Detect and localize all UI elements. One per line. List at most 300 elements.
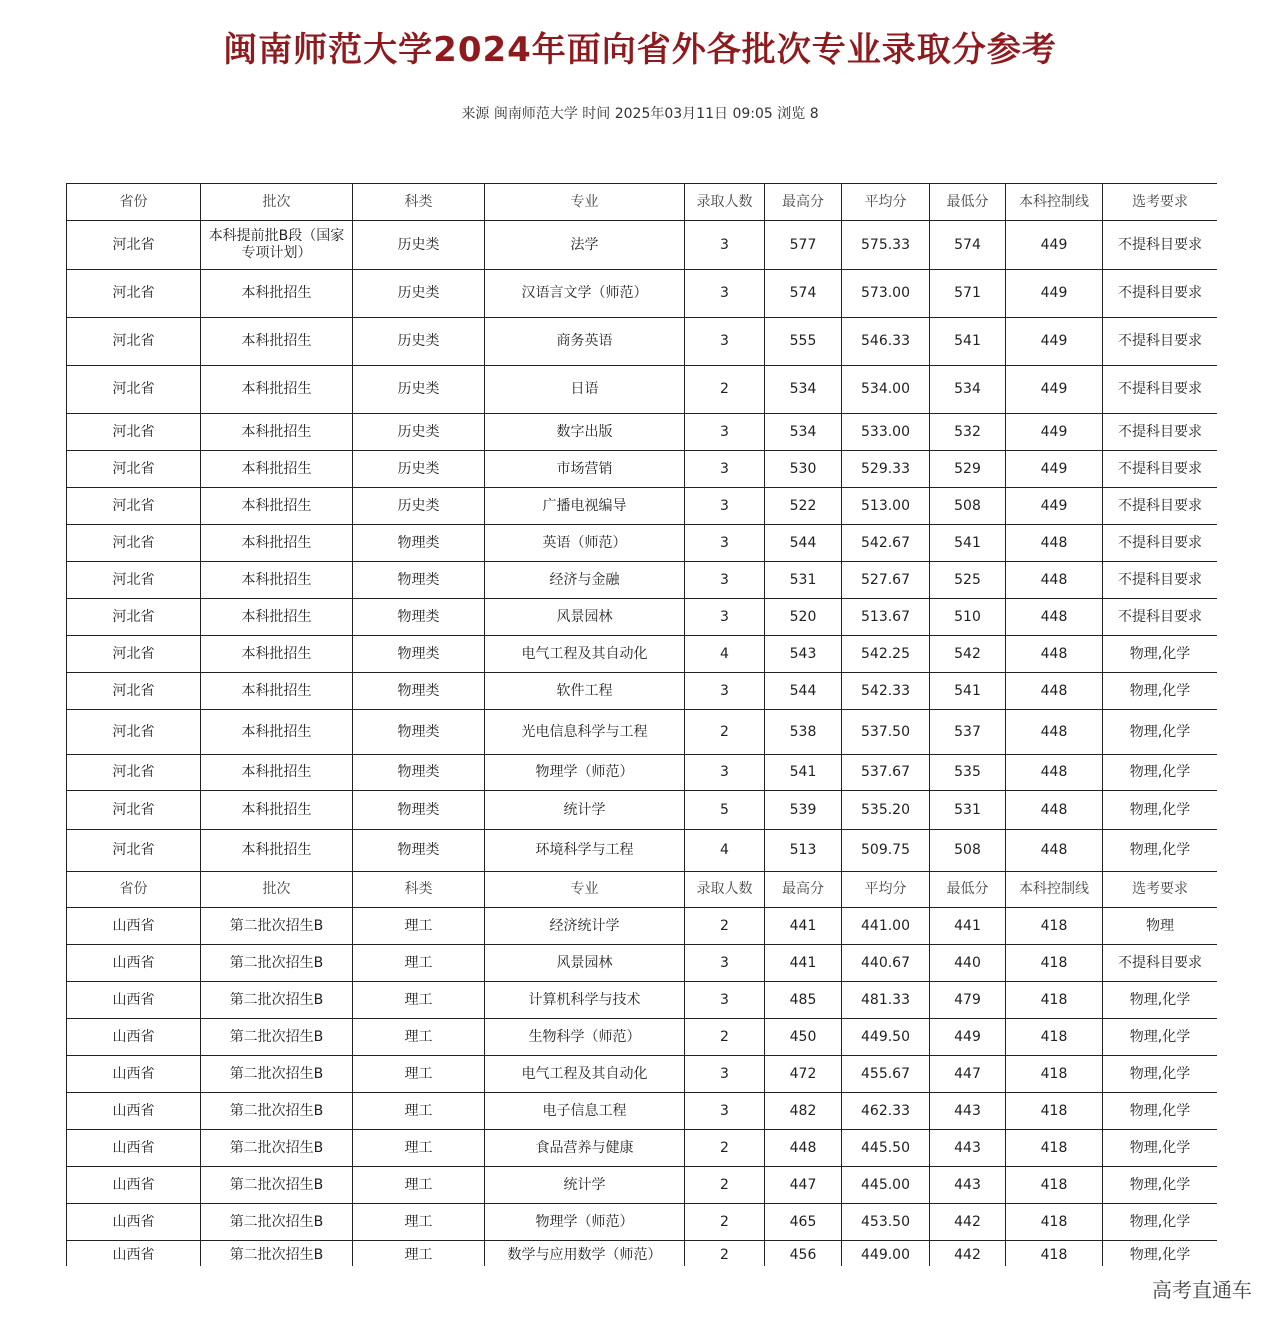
cell-category: 物理类 [353, 710, 485, 755]
cell-avg-score: 535.20 [842, 791, 930, 830]
cell-control-line: 449 [1006, 366, 1103, 414]
cell-avg-score: 534.00 [842, 366, 930, 414]
cell-subject-req: 不提科目要求 [1103, 945, 1218, 982]
cell-admitted: 3 [685, 755, 765, 791]
cell-admitted: 2 [685, 1204, 765, 1241]
cell-control-line: 418 [1006, 908, 1103, 945]
cell-admitted: 3 [685, 414, 765, 451]
cell-subject-req: 不提科目要求 [1103, 221, 1218, 270]
cell-major: 商务英语 [485, 318, 685, 366]
cell-avg-score: 440.67 [842, 945, 930, 982]
cell-avg-score: 537.67 [842, 755, 930, 791]
cell-category: 历史类 [353, 488, 485, 525]
cell-batch: 第二批次招生B [201, 908, 353, 945]
cell-min-score: 525 [930, 562, 1006, 599]
cell-category: 理工 [353, 908, 485, 945]
table-body [67, 184, 1218, 1267]
cell-province: 山西省 [67, 1167, 201, 1204]
cell-province: 山西省 [67, 1056, 201, 1093]
cell-subject-req: 物理,化学 [1103, 982, 1218, 1019]
cell-province: 河北省 [67, 562, 201, 599]
cell-max-score: 577 [765, 221, 842, 270]
table-row [67, 945, 1218, 982]
cell-major: 统计学 [485, 1167, 685, 1204]
cell-category: 物理类 [353, 673, 485, 710]
cell-batch: 第二批次招生B [201, 982, 353, 1019]
admission-score-table [66, 183, 1217, 1266]
cell-control-line: 448 [1006, 673, 1103, 710]
cell-max-score: 534 [765, 414, 842, 451]
cell-province: 河北省 [67, 451, 201, 488]
cell-major: 法学 [485, 221, 685, 270]
cell-batch: 本科批招生 [201, 318, 353, 366]
cell-max-score: 531 [765, 562, 842, 599]
cell-batch: 本科批招生 [201, 755, 353, 791]
cell-category: 历史类 [353, 318, 485, 366]
table-row [67, 221, 1218, 270]
header-category: 科类 [353, 184, 485, 221]
cell-province: 山西省 [67, 1093, 201, 1130]
cell-batch: 第二批次招生B [201, 1204, 353, 1241]
cell-min-score: 441 [930, 908, 1006, 945]
cell-subject-req: 不提科目要求 [1103, 562, 1218, 599]
cell-major: 光电信息科学与工程 [485, 710, 685, 755]
cell-admitted: 3 [685, 221, 765, 270]
cell-control-line: 449 [1006, 488, 1103, 525]
cell-province: 山西省 [67, 1241, 201, 1267]
cell-avg-score: 453.50 [842, 1204, 930, 1241]
cell-province: 河北省 [67, 710, 201, 755]
cell-batch: 本科批招生 [201, 791, 353, 830]
header-province: 省份 [67, 872, 201, 908]
cell-control-line: 449 [1006, 270, 1103, 318]
cell-batch: 本科批招生 [201, 270, 353, 318]
cell-subject-req: 物理,化学 [1103, 673, 1218, 710]
cell-province: 河北省 [67, 636, 201, 673]
cell-avg-score: 445.00 [842, 1167, 930, 1204]
cell-max-score: 513 [765, 830, 842, 872]
cell-max-score: 574 [765, 270, 842, 318]
cell-subject-req: 物理,化学 [1103, 1019, 1218, 1056]
cell-subject-req: 物理,化学 [1103, 791, 1218, 830]
cell-min-score: 535 [930, 755, 1006, 791]
cell-min-score: 541 [930, 525, 1006, 562]
table-header-row [67, 872, 1218, 908]
cell-major: 生物科学（师范） [485, 1019, 685, 1056]
cell-batch: 本科批招生 [201, 636, 353, 673]
cell-avg-score: 513.67 [842, 599, 930, 636]
cell-control-line: 448 [1006, 755, 1103, 791]
cell-control-line: 448 [1006, 791, 1103, 830]
header-batch: 批次 [201, 872, 353, 908]
cell-category: 物理类 [353, 755, 485, 791]
cell-province: 河北省 [67, 599, 201, 636]
cell-max-score: 441 [765, 945, 842, 982]
cell-min-score: 532 [930, 414, 1006, 451]
table-row [67, 1204, 1218, 1241]
header-admitted: 录取人数 [685, 184, 765, 221]
cell-min-score: 534 [930, 366, 1006, 414]
cell-major: 广播电视编导 [485, 488, 685, 525]
cell-avg-score: 537.50 [842, 710, 930, 755]
cell-control-line: 418 [1006, 945, 1103, 982]
table-row [67, 791, 1218, 830]
header-avg-score: 平均分 [842, 184, 930, 221]
cell-category: 历史类 [353, 366, 485, 414]
cell-province: 山西省 [67, 1019, 201, 1056]
cell-category: 物理类 [353, 525, 485, 562]
cell-category: 物理类 [353, 636, 485, 673]
cell-batch: 第二批次招生B [201, 1167, 353, 1204]
header-avg-score: 平均分 [842, 872, 930, 908]
cell-max-score: 482 [765, 1093, 842, 1130]
cell-avg-score: 513.00 [842, 488, 930, 525]
table-row [67, 710, 1218, 755]
cell-subject-req: 不提科目要求 [1103, 318, 1218, 366]
table-row [67, 414, 1218, 451]
cell-min-score: 541 [930, 673, 1006, 710]
cell-avg-score: 455.67 [842, 1056, 930, 1093]
cell-min-score: 529 [930, 451, 1006, 488]
cell-max-score: 555 [765, 318, 842, 366]
cell-major: 风景园林 [485, 599, 685, 636]
cell-subject-req: 不提科目要求 [1103, 414, 1218, 451]
header-control-line: 本科控制线 [1006, 184, 1103, 221]
cell-admitted: 3 [685, 1056, 765, 1093]
table-row [67, 1241, 1218, 1267]
cell-control-line: 448 [1006, 525, 1103, 562]
cell-major: 统计学 [485, 791, 685, 830]
cell-min-score: 571 [930, 270, 1006, 318]
table-row [67, 270, 1218, 318]
cell-min-score: 531 [930, 791, 1006, 830]
cell-major: 食品营养与健康 [485, 1130, 685, 1167]
cell-max-score: 538 [765, 710, 842, 755]
cell-admitted: 2 [685, 710, 765, 755]
cell-control-line: 448 [1006, 830, 1103, 872]
table-row [67, 562, 1218, 599]
cell-major: 经济统计学 [485, 908, 685, 945]
cell-subject-req: 不提科目要求 [1103, 366, 1218, 414]
cell-major: 汉语言文学（师范） [485, 270, 685, 318]
cell-category: 物理类 [353, 599, 485, 636]
cell-major: 经济与金融 [485, 562, 685, 599]
cell-max-score: 485 [765, 982, 842, 1019]
cell-subject-req: 物理 [1103, 908, 1218, 945]
cell-major: 物理学（师范） [485, 1204, 685, 1241]
cell-province: 河北省 [67, 525, 201, 562]
cell-admitted: 3 [685, 525, 765, 562]
cell-category: 理工 [353, 1056, 485, 1093]
cell-max-score: 541 [765, 755, 842, 791]
table-row [67, 1167, 1218, 1204]
cell-province: 河北省 [67, 673, 201, 710]
cell-min-score: 440 [930, 945, 1006, 982]
cell-max-score: 539 [765, 791, 842, 830]
cell-control-line: 418 [1006, 1241, 1103, 1267]
cell-min-score: 510 [930, 599, 1006, 636]
cell-subject-req: 物理,化学 [1103, 755, 1218, 791]
cell-min-score: 479 [930, 982, 1006, 1019]
cell-avg-score: 509.75 [842, 830, 930, 872]
article-meta: 来源 闽南师范大学 时间 2025年03月11日 09:05 浏览 8 [461, 106, 819, 122]
cell-major: 日语 [485, 366, 685, 414]
cell-province: 河北省 [67, 414, 201, 451]
cell-max-score: 456 [765, 1241, 842, 1267]
watermark: 高考直通车 [1152, 1278, 1252, 1302]
cell-category: 物理类 [353, 830, 485, 872]
cell-subject-req: 物理,化学 [1103, 1056, 1218, 1093]
cell-major: 英语（师范） [485, 525, 685, 562]
cell-batch: 第二批次招生B [201, 1130, 353, 1167]
cell-batch: 第二批次招生B [201, 945, 353, 982]
cell-admitted: 3 [685, 673, 765, 710]
cell-avg-score: 445.50 [842, 1130, 930, 1167]
table-row [67, 318, 1218, 366]
cell-subject-req: 不提科目要求 [1103, 488, 1218, 525]
cell-control-line: 449 [1006, 221, 1103, 270]
cell-admitted: 3 [685, 318, 765, 366]
cell-control-line: 418 [1006, 1167, 1103, 1204]
header-major: 专业 [485, 184, 685, 221]
cell-min-score: 443 [930, 1130, 1006, 1167]
cell-batch: 本科批招生 [201, 451, 353, 488]
cell-avg-score: 527.67 [842, 562, 930, 599]
cell-province: 河北省 [67, 318, 201, 366]
cell-max-score: 465 [765, 1204, 842, 1241]
cell-admitted: 3 [685, 451, 765, 488]
cell-category: 理工 [353, 945, 485, 982]
cell-subject-req: 物理,化学 [1103, 1093, 1218, 1130]
cell-subject-req: 物理,化学 [1103, 1204, 1218, 1241]
cell-batch: 本科批招生 [201, 599, 353, 636]
cell-min-score: 508 [930, 488, 1006, 525]
cell-major: 环境科学与工程 [485, 830, 685, 872]
cell-category: 理工 [353, 1241, 485, 1267]
table-header-row [67, 184, 1218, 221]
cell-province: 山西省 [67, 908, 201, 945]
cell-batch: 本科批招生 [201, 414, 353, 451]
cell-admitted: 3 [685, 1093, 765, 1130]
cell-category: 历史类 [353, 270, 485, 318]
cell-subject-req: 物理,化学 [1103, 1167, 1218, 1204]
cell-control-line: 448 [1006, 599, 1103, 636]
table-row [67, 908, 1218, 945]
cell-major: 物理学（师范） [485, 755, 685, 791]
cell-batch: 第二批次招生B [201, 1241, 353, 1267]
header-min-score: 最低分 [930, 184, 1006, 221]
cell-max-score: 522 [765, 488, 842, 525]
cell-admitted: 2 [685, 908, 765, 945]
cell-category: 理工 [353, 1204, 485, 1241]
cell-major: 电气工程及其自动化 [485, 636, 685, 673]
cell-subject-req: 物理,化学 [1103, 1130, 1218, 1167]
cell-admitted: 4 [685, 636, 765, 673]
cell-min-score: 443 [930, 1093, 1006, 1130]
cell-control-line: 448 [1006, 636, 1103, 673]
table-row [67, 636, 1218, 673]
cell-category: 理工 [353, 1019, 485, 1056]
header-major: 专业 [485, 872, 685, 908]
cell-subject-req: 物理,化学 [1103, 636, 1218, 673]
cell-subject-req: 物理,化学 [1103, 830, 1218, 872]
cell-control-line: 418 [1006, 982, 1103, 1019]
cell-batch: 本科批招生 [201, 673, 353, 710]
cell-max-score: 447 [765, 1167, 842, 1204]
cell-avg-score: 542.25 [842, 636, 930, 673]
cell-subject-req: 不提科目要求 [1103, 599, 1218, 636]
cell-category: 理工 [353, 1093, 485, 1130]
cell-max-score: 450 [765, 1019, 842, 1056]
cell-control-line: 418 [1006, 1019, 1103, 1056]
cell-admitted: 3 [685, 488, 765, 525]
cell-min-score: 537 [930, 710, 1006, 755]
cell-admitted: 3 [685, 599, 765, 636]
cell-min-score: 449 [930, 1019, 1006, 1056]
table-row [67, 830, 1218, 872]
header-batch: 批次 [201, 184, 353, 221]
cell-max-score: 544 [765, 673, 842, 710]
cell-avg-score: 462.33 [842, 1093, 930, 1130]
header-subject-req: 选考要求 [1103, 184, 1218, 221]
cell-major: 计算机科学与技术 [485, 982, 685, 1019]
table-row [67, 673, 1218, 710]
cell-avg-score: 533.00 [842, 414, 930, 451]
cell-max-score: 530 [765, 451, 842, 488]
header-subject-req: 选考要求 [1103, 872, 1218, 908]
cell-subject-req: 物理,化学 [1103, 710, 1218, 755]
cell-major: 电气工程及其自动化 [485, 1056, 685, 1093]
cell-control-line: 448 [1006, 710, 1103, 755]
cell-admitted: 2 [685, 1130, 765, 1167]
cell-province: 山西省 [67, 1130, 201, 1167]
cell-batch: 本科提前批B段（国家专项计划） [201, 221, 353, 270]
cell-province: 山西省 [67, 945, 201, 982]
cell-province: 河北省 [67, 366, 201, 414]
page-title: 闽南师范大学2024年面向省外各批次专业录取分参考 [223, 30, 1057, 70]
cell-batch: 本科批招生 [201, 525, 353, 562]
cell-subject-req: 不提科目要求 [1103, 270, 1218, 318]
cell-major: 市场营销 [485, 451, 685, 488]
cell-avg-score: 481.33 [842, 982, 930, 1019]
cell-batch: 本科批招生 [201, 366, 353, 414]
cell-province: 河北省 [67, 791, 201, 830]
cell-batch: 本科批招生 [201, 488, 353, 525]
cell-min-score: 542 [930, 636, 1006, 673]
cell-avg-score: 542.33 [842, 673, 930, 710]
cell-admitted: 3 [685, 562, 765, 599]
cell-batch: 本科批招生 [201, 710, 353, 755]
cell-max-score: 534 [765, 366, 842, 414]
cell-admitted: 3 [685, 945, 765, 982]
cell-category: 历史类 [353, 221, 485, 270]
cell-major: 电子信息工程 [485, 1093, 685, 1130]
cell-admitted: 4 [685, 830, 765, 872]
cell-admitted: 2 [685, 1019, 765, 1056]
cell-control-line: 418 [1006, 1204, 1103, 1241]
cell-batch: 本科批招生 [201, 830, 353, 872]
table-row [67, 366, 1218, 414]
header-category: 科类 [353, 872, 485, 908]
table-row [67, 1093, 1218, 1130]
cell-min-score: 447 [930, 1056, 1006, 1093]
cell-avg-score: 529.33 [842, 451, 930, 488]
admission-table-container [66, 183, 1217, 1266]
cell-category: 历史类 [353, 451, 485, 488]
cell-batch: 第二批次招生B [201, 1019, 353, 1056]
cell-admitted: 2 [685, 1241, 765, 1267]
table-row [67, 982, 1218, 1019]
cell-avg-score: 573.00 [842, 270, 930, 318]
cell-province: 河北省 [67, 755, 201, 791]
cell-admitted: 3 [685, 270, 765, 318]
cell-max-score: 448 [765, 1130, 842, 1167]
cell-min-score: 443 [930, 1167, 1006, 1204]
cell-min-score: 442 [930, 1204, 1006, 1241]
table-row [67, 755, 1218, 791]
cell-control-line: 448 [1006, 562, 1103, 599]
table-row [67, 1056, 1218, 1093]
cell-avg-score: 542.67 [842, 525, 930, 562]
table-row [67, 525, 1218, 562]
header-min-score: 最低分 [930, 872, 1006, 908]
cell-province: 河北省 [67, 270, 201, 318]
cell-min-score: 442 [930, 1241, 1006, 1267]
cell-province: 山西省 [67, 1204, 201, 1241]
cell-admitted: 2 [685, 1167, 765, 1204]
cell-admitted: 2 [685, 366, 765, 414]
cell-major: 数字出版 [485, 414, 685, 451]
cell-major: 风景园林 [485, 945, 685, 982]
cell-max-score: 441 [765, 908, 842, 945]
cell-major: 软件工程 [485, 673, 685, 710]
header-max-score: 最高分 [765, 184, 842, 221]
table-row [67, 1130, 1218, 1167]
cell-batch: 第二批次招生B [201, 1056, 353, 1093]
cell-min-score: 541 [930, 318, 1006, 366]
cell-control-line: 418 [1006, 1056, 1103, 1093]
cell-subject-req: 物理,化学 [1103, 1241, 1218, 1267]
cell-max-score: 544 [765, 525, 842, 562]
cell-min-score: 574 [930, 221, 1006, 270]
cell-control-line: 449 [1006, 318, 1103, 366]
cell-category: 理工 [353, 982, 485, 1019]
cell-subject-req: 不提科目要求 [1103, 451, 1218, 488]
cell-control-line: 449 [1006, 451, 1103, 488]
cell-category: 理工 [353, 1130, 485, 1167]
cell-province: 河北省 [67, 221, 201, 270]
header-admitted: 录取人数 [685, 872, 765, 908]
cell-avg-score: 546.33 [842, 318, 930, 366]
header-max-score: 最高分 [765, 872, 842, 908]
cell-category: 历史类 [353, 414, 485, 451]
cell-province: 河北省 [67, 830, 201, 872]
cell-max-score: 543 [765, 636, 842, 673]
header-province: 省份 [67, 184, 201, 221]
cell-batch: 本科批招生 [201, 562, 353, 599]
cell-control-line: 418 [1006, 1093, 1103, 1130]
cell-category: 物理类 [353, 791, 485, 830]
cell-avg-score: 449.50 [842, 1019, 930, 1056]
cell-category: 理工 [353, 1167, 485, 1204]
cell-avg-score: 441.00 [842, 908, 930, 945]
cell-admitted: 3 [685, 982, 765, 1019]
cell-min-score: 508 [930, 830, 1006, 872]
cell-major: 数学与应用数学（师范） [485, 1241, 685, 1267]
table-row [67, 599, 1218, 636]
table-row [67, 488, 1218, 525]
cell-avg-score: 575.33 [842, 221, 930, 270]
